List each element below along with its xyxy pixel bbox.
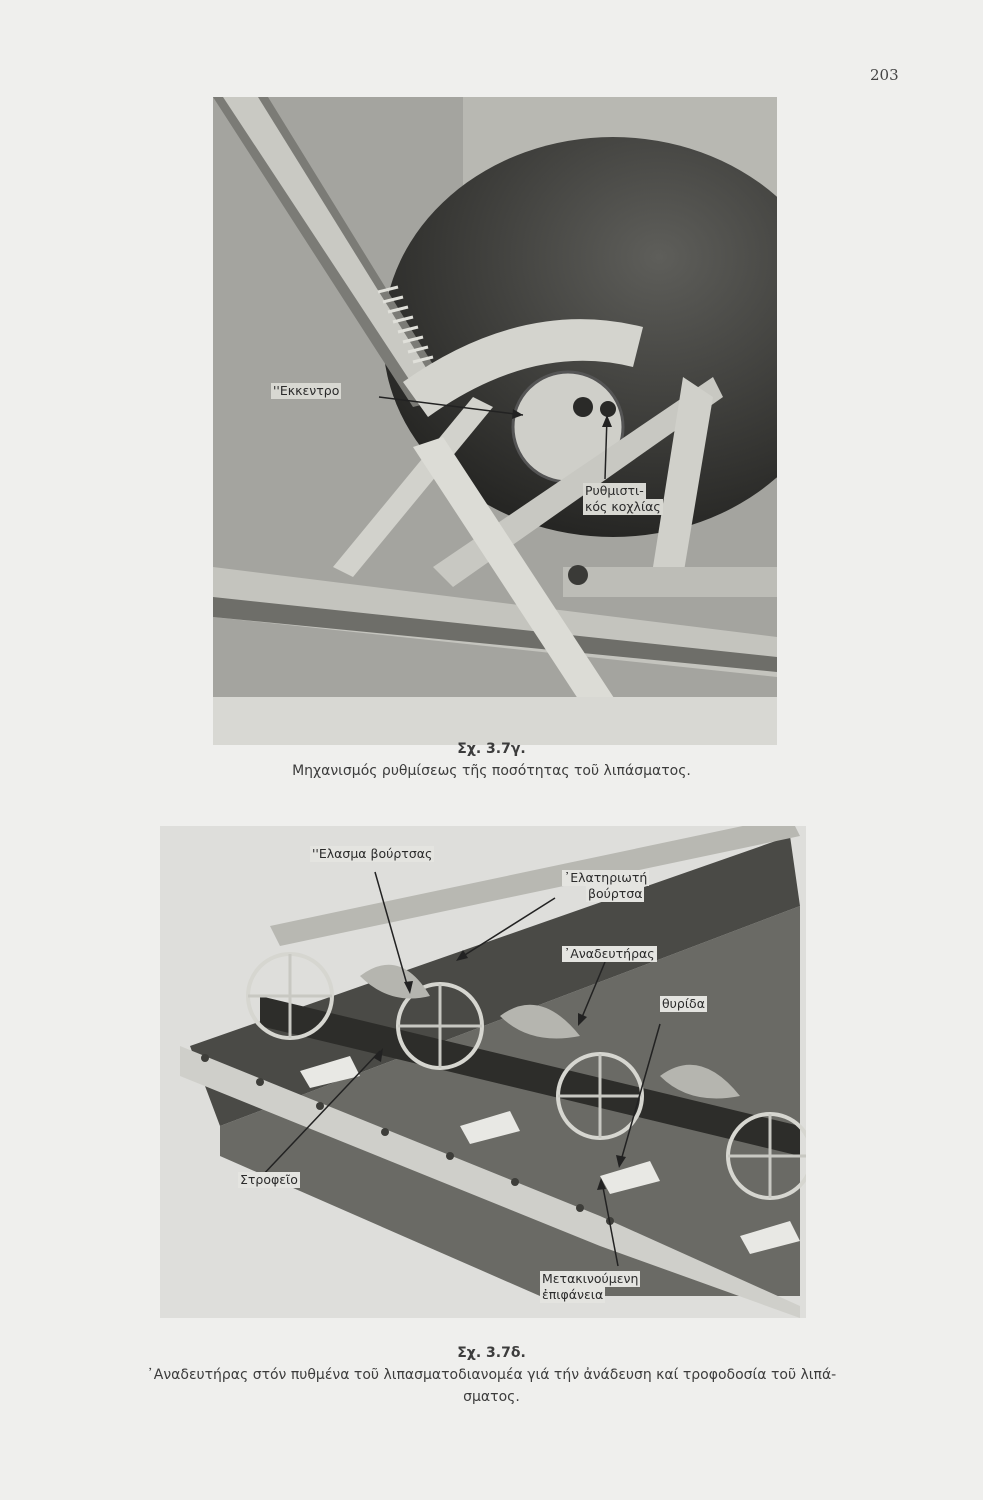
callout-adjusting-screw-line2: κός κοχλίας <box>585 499 661 514</box>
callout-spring-brush-line2: βούρτσα <box>588 886 643 901</box>
callout-eccentric: ''Εκκεντρο <box>273 383 340 398</box>
page-number: 203 <box>870 66 899 84</box>
callout-movable-surface-line2: ἐπιφάνεια <box>542 1287 604 1302</box>
caption-text-gamma: Μηχανισμός ρυθμίσεως τῆς ποσότητας τοῦ λιπάσματος. <box>292 763 691 779</box>
caption-number-delta: Σχ. 3.7δ. <box>457 1345 526 1361</box>
callout-agitator: ᾿Αναδευτήρας <box>564 946 655 961</box>
callout-movable-surface-line1: Μετακινούμενη <box>542 1271 639 1286</box>
caption-text-delta-line1: ᾿Αναδευτήρας στόν πυθμένα τοῦ λιπασματοδιανομέα γιά τήν ἀνάδευση καί τροφοδοσία τοῦ λιπά- <box>146 1367 837 1383</box>
callout-pivot: Στροφεῖο <box>240 1172 298 1187</box>
adjustment-mechanism-illustration <box>213 97 777 745</box>
caption-text-delta-line2: σματος. <box>463 1389 520 1405</box>
figure-adjustment-mechanism-photo <box>213 97 777 745</box>
callout-adjusting-screw-line1: Ρυθμιστι- <box>585 483 644 498</box>
callout-shutter: θυρίδα <box>662 996 705 1011</box>
callout-spring-brush-line1: ᾿Ελατηριωτή <box>564 870 648 885</box>
caption-number-gamma: Σχ. 3.7γ. <box>457 741 526 757</box>
figure-agitator-photo <box>160 826 806 1318</box>
agitator-illustration <box>160 826 806 1318</box>
callout-brush-blade: ''Ελασμα βούρτσας <box>312 846 433 861</box>
